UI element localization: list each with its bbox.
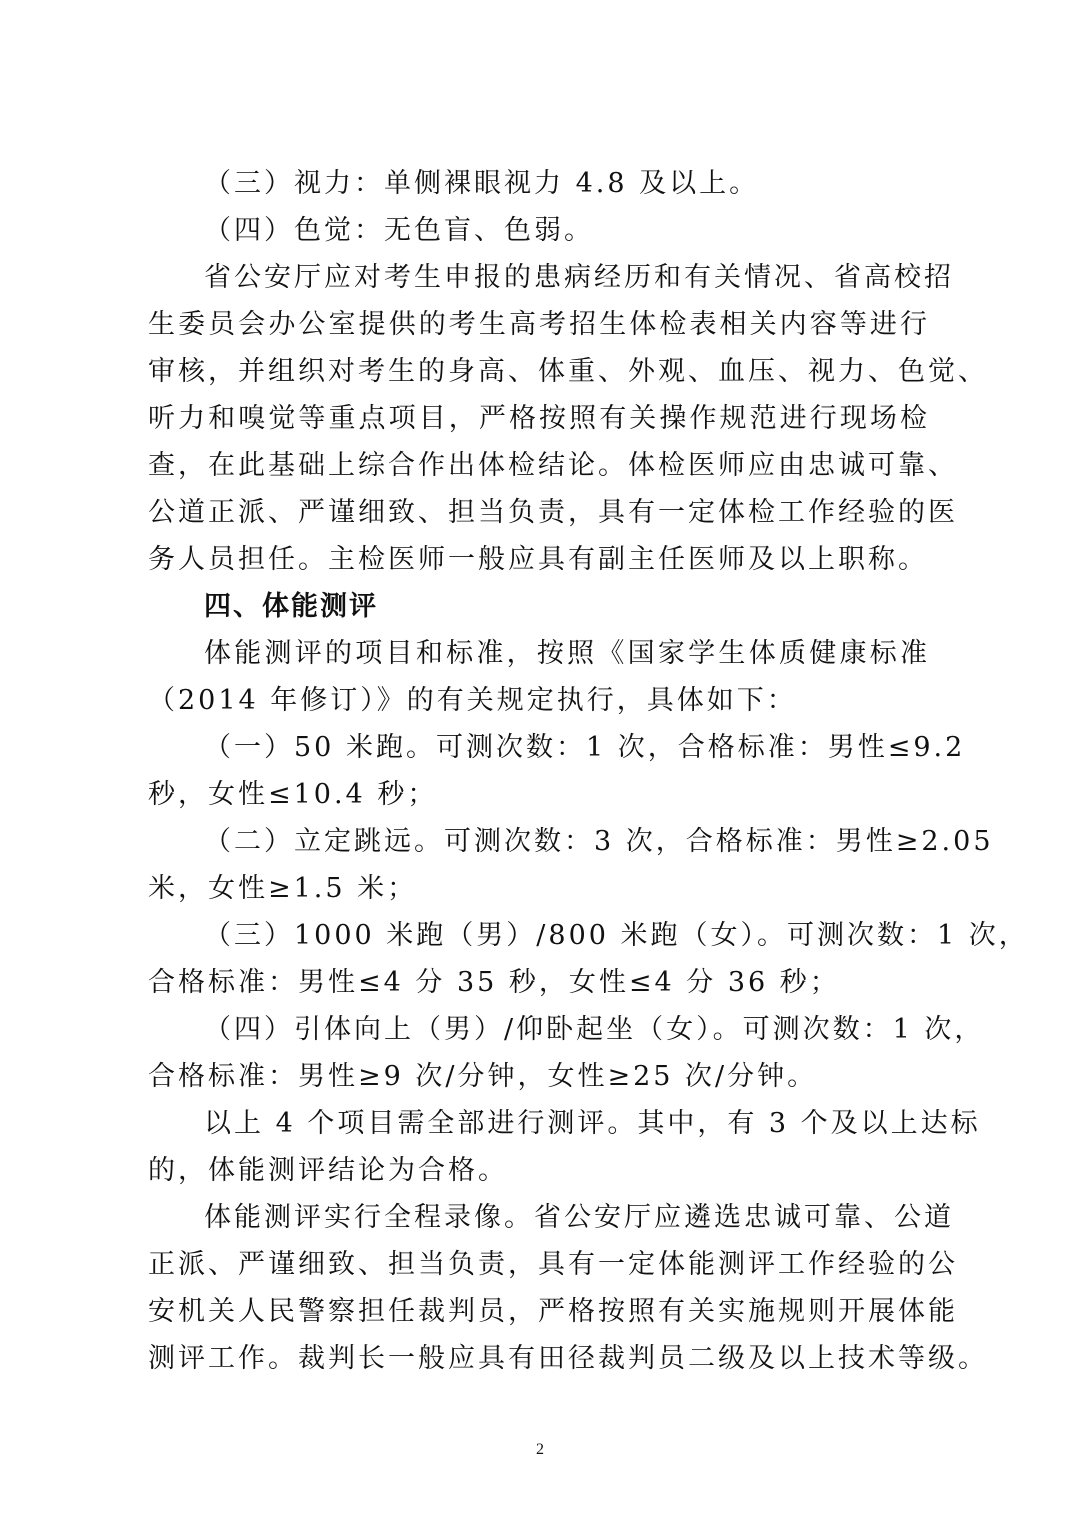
review-paragraph-line-1: 省公安厅应对考生申报的患病经历和有关情况、省高校招 <box>204 262 954 293</box>
fifty-meter-run-line-2: 秒，女性≤10.4 秒； <box>148 779 438 810</box>
vision-requirement-line: （三）视力：单侧裸眼视力 4.8 及以上。 <box>204 168 760 199</box>
standing-long-jump-line-1: （二）立定跳远。可测次数：3 次，合格标准：男性≥2.05 <box>204 826 994 857</box>
recording-referee-line-2: 正派、严谨细致、担当负责，具有一定体能测评工作经验的公 <box>148 1249 958 1280</box>
distance-run-line-2: 合格标准：男性≤4 分 35 秒，女性≤4 分 36 秒； <box>148 967 840 998</box>
review-paragraph-line-3: 审核，并组织对考生的身高、体重、外观、血压、视力、色觉、 <box>148 356 988 387</box>
pullups-situps-line-2: 合格标准：男性≥9 次/分钟，女性≥25 次/分钟。 <box>148 1061 818 1092</box>
pullups-situps-line-1: （四）引体向上（男）/仰卧起坐（女）。可测次数：1 次， <box>204 1014 985 1045</box>
recording-referee-line-3: 安机关人民警察担任裁判员，严格按照有关实施规则开展体能 <box>148 1296 958 1327</box>
review-paragraph-line-6: 公道正派、严谨细致、担当负责，具有一定体检工作经验的医 <box>148 497 958 528</box>
pass-rule-line-2: 的，体能测评结论为合格。 <box>148 1155 508 1186</box>
fifty-meter-run-line-1: （一）50 米跑。可测次数：1 次，合格标准：男性≤9.2 <box>204 732 966 763</box>
review-paragraph-line-7: 务人员担任。主检医师一般应具有副主任医师及以上职称。 <box>148 544 928 575</box>
recording-referee-line-1: 体能测评实行全程录像。省公安厅应遴选忠诚可靠、公道 <box>204 1202 954 1233</box>
distance-run-line-1: （三）1000 米跑（男）/800 米跑（女）。可测次数：1 次， <box>204 920 1029 951</box>
recording-referee-line-4: 测评工作。裁判长一般应具有田径裁判员二级及以上技术等级。 <box>148 1343 988 1374</box>
color-vision-requirement-line: （四）色觉：无色盲、色弱。 <box>204 215 594 246</box>
standing-long-jump-line-2: 米，女性≥1.5 米； <box>148 873 418 904</box>
section-heading-physical-test: 四、体能测评 <box>204 591 378 622</box>
physical-standard-line-2: （2014 年修订）》的有关规定执行，具体如下： <box>148 685 797 716</box>
review-paragraph-line-2: 生委员会办公室提供的考生高考招生体检表相关内容等进行 <box>148 309 930 340</box>
review-paragraph-line-5: 查，在此基础上综合作出体检结论。体检医师应由忠诚可靠、 <box>148 450 958 481</box>
page-number: 2 <box>536 1441 544 1458</box>
review-paragraph-line-4: 听力和嗅觉等重点项目，严格按照有关操作规范进行现场检 <box>148 403 930 434</box>
pass-rule-line-1: 以上 4 个项目需全部进行测评。其中，有 3 个及以上达标 <box>204 1108 981 1139</box>
physical-standard-line-1: 体能测评的项目和标准，按照《国家学生体质健康标准 <box>204 638 930 669</box>
